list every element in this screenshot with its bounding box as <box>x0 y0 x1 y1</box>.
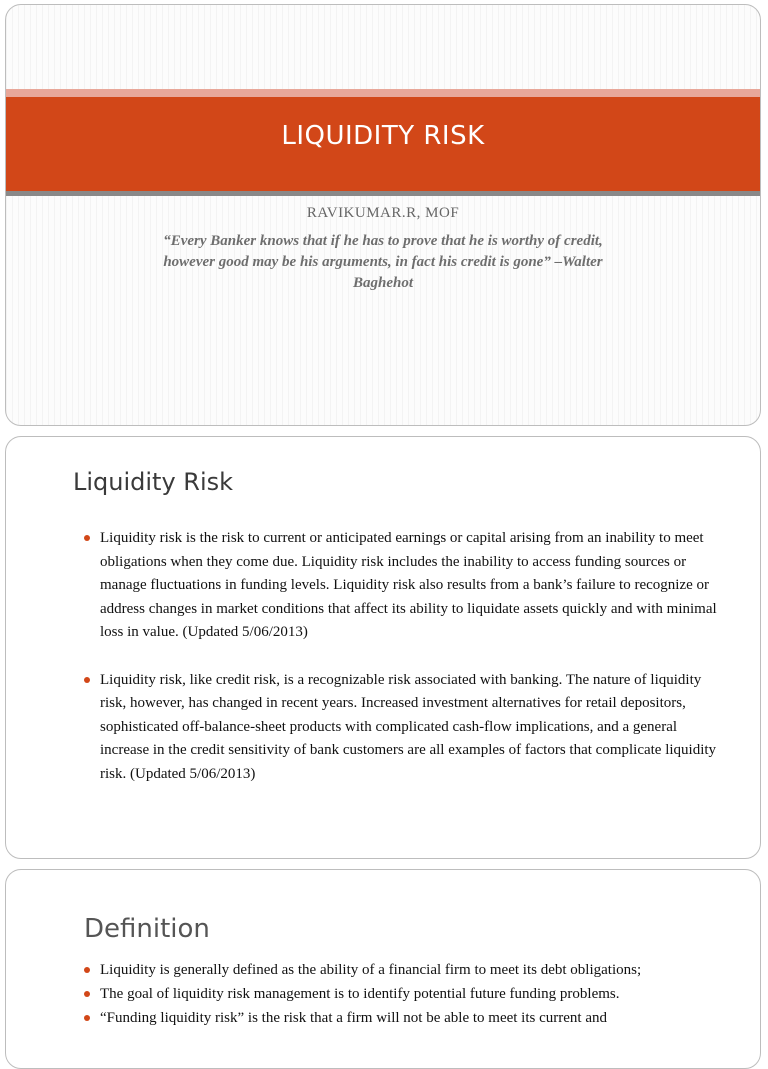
bullet-list <box>80 958 720 1030</box>
title-slide <box>5 4 761 426</box>
bullet-text: Liquidity risk is the risk to current or anticipated earnings or capital arising from an inability to meet obligations when they come due. Liquidity risk includes the inability to access funding sources or manage fluctuations in funding levels. Liquidity risk also results from a bank’s failure to recognize or address changes in market conditions that affect its ability to liquidate assets quickly and with minimal loss in value. (Updated 5/06/2013) <box>100 530 717 640</box>
slide-title: LIQUIDITY RISK <box>281 121 485 151</box>
bullet-icon <box>84 967 90 973</box>
bullet-text: The goal of liquidity risk management is to identify potential future funding problems. <box>100 986 620 1002</box>
bullet-icon <box>84 677 90 683</box>
bullet-icon <box>84 535 90 541</box>
bullet-text: Liquidity is generally defined as the ability of a financial firm to meet its debt obligations; <box>100 962 642 978</box>
bullet-list <box>80 527 720 810</box>
author-line: RAVIKUMAR.R, MOF <box>306 205 460 221</box>
quote-line: however good may be his arguments, in fact his credit is gone” –Walter <box>163 254 603 270</box>
bullet-icon <box>84 1015 90 1021</box>
list-item <box>80 527 720 645</box>
quote <box>106 231 660 294</box>
bullet-text: “Funding liquidity risk” is the risk that a firm will not be able to meet its current and <box>100 1010 607 1026</box>
title-bottom-band <box>6 191 760 196</box>
quote-line: Baghehot <box>352 275 413 291</box>
list-item <box>80 669 720 787</box>
slide-heading: Liquidity Risk <box>73 468 234 496</box>
title-top-accent-band <box>6 89 760 97</box>
list-item <box>80 1006 720 1030</box>
list-item <box>80 958 720 982</box>
bullet-text: Liquidity risk, like credit risk, is a recognizable risk associated with banking. The nature of liquidity risk, however, has changed in recent years. Increased investment alternatives for retail depositors, sophisticated off-balance-sheet products with complicated cash-flow implications, and a general increase in the credit sensitivity of bank customers are all examples of factors that complicate liquidity risk. (Updated 5/06/2013) <box>100 671 717 782</box>
quote-line: “Every Banker knows that if he has to prove that he is worthy of credit, <box>163 233 603 249</box>
list-item <box>80 982 720 1006</box>
slide-heading: Definition <box>84 914 210 944</box>
bullet-icon <box>84 991 90 997</box>
